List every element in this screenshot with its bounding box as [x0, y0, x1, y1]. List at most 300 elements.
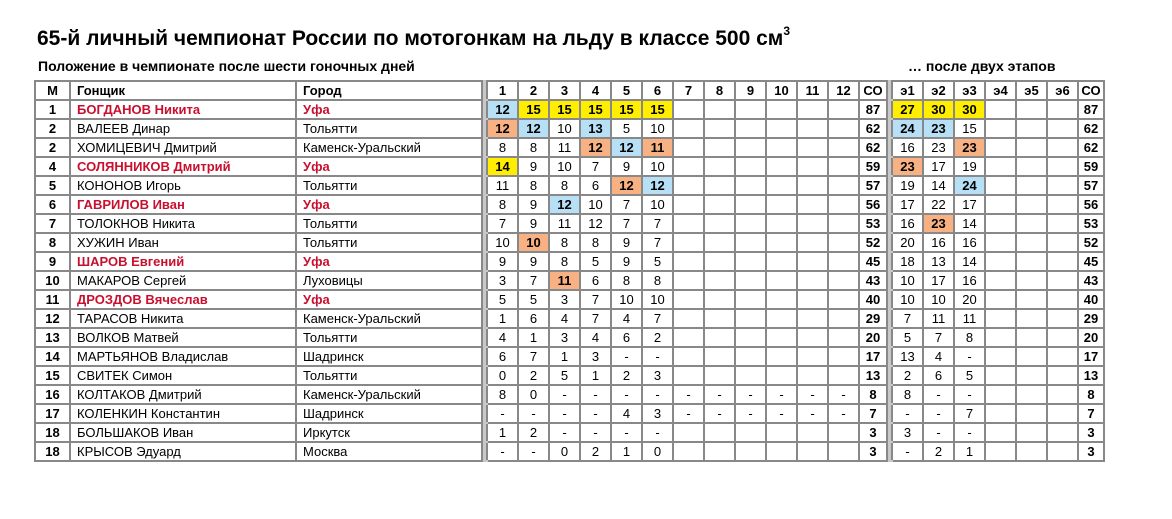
rider-name-cell: ШАРОВ Евгений [70, 252, 296, 271]
stage-score-cell: 15 [954, 119, 985, 138]
table-row [35, 347, 1104, 366]
header-day: 1 [487, 81, 518, 100]
day-score-cell [828, 328, 859, 347]
day-score-cell [766, 328, 797, 347]
position-cell: 6 [35, 195, 70, 214]
days-total-cell: 52 [859, 233, 887, 252]
day-score-cell: 13 [580, 119, 611, 138]
day-score-cell [673, 347, 704, 366]
day-score-cell: 9 [487, 252, 518, 271]
stages-total-cell: 87 [1078, 100, 1104, 119]
day-score-cell: 5 [580, 252, 611, 271]
table-row [35, 119, 1104, 138]
title-text: 65-й личный чемпионат России по мотогонкам на льду в классе 500 см [37, 27, 784, 50]
day-score-cell: 8 [487, 195, 518, 214]
day-score-cell: 3 [549, 328, 580, 347]
day-score-cell: 10 [642, 119, 673, 138]
rider-city-cell: Каменск-Уральский [296, 385, 482, 404]
day-score-cell: - [611, 385, 642, 404]
day-score-cell: 8 [611, 271, 642, 290]
day-score-cell [704, 328, 735, 347]
stage-score-cell [1047, 385, 1078, 404]
rider-name-cell: КРЫСОВ Эдуард [70, 442, 296, 461]
header-day: 9 [735, 81, 766, 100]
stage-score-cell: 11 [954, 309, 985, 328]
stage-score-cell: 10 [892, 271, 923, 290]
position-cell: 11 [35, 290, 70, 309]
day-score-cell: 7 [642, 309, 673, 328]
position-cell: 18 [35, 442, 70, 461]
stage-score-cell: 16 [954, 271, 985, 290]
day-score-cell: 0 [518, 385, 549, 404]
day-score-cell [797, 195, 828, 214]
stages-total-cell: 20 [1078, 328, 1104, 347]
rider-city-cell: Шадринск [296, 404, 482, 423]
day-score-cell [735, 157, 766, 176]
days-total-cell: 56 [859, 195, 887, 214]
day-score-cell [766, 100, 797, 119]
table-row [35, 176, 1104, 195]
day-score-cell [704, 290, 735, 309]
day-score-cell: - [735, 385, 766, 404]
stage-score-cell: 6 [923, 366, 954, 385]
stage-score-cell: 22 [923, 195, 954, 214]
stage-score-cell [1047, 423, 1078, 442]
stage-score-cell: 24 [892, 119, 923, 138]
day-score-cell: 10 [549, 157, 580, 176]
rider-city-cell: Уфа [296, 195, 482, 214]
stage-score-cell [985, 290, 1016, 309]
stage-score-cell [1047, 252, 1078, 271]
stage-score-cell: 16 [954, 233, 985, 252]
day-score-cell [797, 366, 828, 385]
days-total-cell: 62 [859, 138, 887, 157]
position-cell: 10 [35, 271, 70, 290]
stage-score-cell [1016, 404, 1047, 423]
stage-score-cell [1047, 442, 1078, 461]
day-score-cell: 9 [518, 214, 549, 233]
header-stage: э6 [1047, 81, 1078, 100]
header-day: 12 [828, 81, 859, 100]
day-score-cell: 11 [549, 271, 580, 290]
day-score-cell: - [580, 404, 611, 423]
stage-score-cell [985, 442, 1016, 461]
rider-city-cell: Тольятти [296, 176, 482, 195]
stage-score-cell: - [892, 404, 923, 423]
stage-score-cell: - [954, 347, 985, 366]
stage-score-cell: 27 [892, 100, 923, 119]
stage-score-cell: - [923, 423, 954, 442]
day-score-cell [766, 252, 797, 271]
day-score-cell [797, 328, 828, 347]
stage-score-cell [1047, 309, 1078, 328]
rider-name-cell: ХОМИЦЕВИЧ Дмитрий [70, 138, 296, 157]
table-row [35, 271, 1104, 290]
day-score-cell [673, 195, 704, 214]
stage-score-cell: 14 [954, 252, 985, 271]
day-score-cell [766, 309, 797, 328]
header-row [35, 81, 1104, 100]
day-score-cell: 6 [611, 328, 642, 347]
day-score-cell: - [518, 404, 549, 423]
day-score-cell: 8 [580, 233, 611, 252]
day-score-cell: 7 [580, 309, 611, 328]
stage-score-cell: 3 [892, 423, 923, 442]
stage-score-cell: 14 [954, 214, 985, 233]
rider-city-cell: Иркутск [296, 423, 482, 442]
day-score-cell: 5 [518, 290, 549, 309]
stage-score-cell: 20 [954, 290, 985, 309]
rider-name-cell: ХУЖИН Иван [70, 233, 296, 252]
stage-score-cell [1016, 366, 1047, 385]
days-total-cell: 87 [859, 100, 887, 119]
rider-city-cell: Каменск-Уральский [296, 309, 482, 328]
day-score-cell: 1 [487, 309, 518, 328]
rider-city-cell: Уфа [296, 100, 482, 119]
day-score-cell: 6 [580, 271, 611, 290]
stage-score-cell: 8 [954, 328, 985, 347]
days-total-cell: 45 [859, 252, 887, 271]
day-score-cell: 7 [611, 214, 642, 233]
rider-city-cell: Уфа [296, 290, 482, 309]
day-score-cell: 8 [487, 385, 518, 404]
rider-name-cell: КОЛЕНКИН Константин [70, 404, 296, 423]
day-score-cell [828, 214, 859, 233]
day-score-cell: - [766, 404, 797, 423]
day-score-cell: 12 [580, 138, 611, 157]
stage-score-cell: 1 [954, 442, 985, 461]
stages-total-cell: 3 [1078, 442, 1104, 461]
day-score-cell: 12 [549, 195, 580, 214]
stage-score-cell: 10 [892, 290, 923, 309]
day-score-cell [797, 309, 828, 328]
table-row [35, 309, 1104, 328]
day-score-cell [797, 252, 828, 271]
stage-score-cell [985, 347, 1016, 366]
header-day: 2 [518, 81, 549, 100]
day-score-cell [704, 100, 735, 119]
day-score-cell: 2 [611, 366, 642, 385]
day-score-cell: 8 [549, 233, 580, 252]
rider-name-cell: ТОЛОКНОВ Никита [70, 214, 296, 233]
day-score-cell: 3 [642, 404, 673, 423]
header-stage: э4 [985, 81, 1016, 100]
stage-score-cell [985, 404, 1016, 423]
day-score-cell [828, 119, 859, 138]
day-score-cell [735, 195, 766, 214]
day-score-cell: - [704, 404, 735, 423]
stage-score-cell: 23 [923, 119, 954, 138]
day-score-cell: 11 [549, 138, 580, 157]
day-score-cell [797, 214, 828, 233]
rider-name-cell: МАРТЬЯНОВ Владислав [70, 347, 296, 366]
standings-body [35, 100, 1104, 461]
day-score-cell [828, 157, 859, 176]
day-score-cell: 6 [580, 176, 611, 195]
rider-name-cell: ДРОЗДОВ Вячеслав [70, 290, 296, 309]
stage-score-cell [985, 176, 1016, 195]
days-total-cell: 8 [859, 385, 887, 404]
stage-score-cell [985, 328, 1016, 347]
stage-score-cell: - [892, 442, 923, 461]
days-total-cell: 3 [859, 442, 887, 461]
stage-score-cell [985, 195, 1016, 214]
header-stage: э5 [1016, 81, 1047, 100]
stages-total-cell: 29 [1078, 309, 1104, 328]
stage-score-cell: 23 [892, 157, 923, 176]
days-total-cell: 57 [859, 176, 887, 195]
day-score-cell: 10 [611, 290, 642, 309]
day-score-cell [828, 100, 859, 119]
day-score-cell: 7 [642, 233, 673, 252]
stage-score-cell [1047, 138, 1078, 157]
rider-name-cell: КОЛТАКОВ Дмитрий [70, 385, 296, 404]
day-score-cell: - [611, 423, 642, 442]
stage-score-cell [985, 157, 1016, 176]
stages-total-cell: 7 [1078, 404, 1104, 423]
day-score-cell: - [642, 385, 673, 404]
day-score-cell: - [735, 404, 766, 423]
day-score-cell: 0 [549, 442, 580, 461]
day-score-cell [673, 271, 704, 290]
day-score-cell: 1 [487, 423, 518, 442]
day-score-cell: 15 [518, 100, 549, 119]
day-score-cell [766, 214, 797, 233]
day-score-cell [673, 252, 704, 271]
stage-score-cell: 13 [892, 347, 923, 366]
day-score-cell [735, 138, 766, 157]
position-cell: 7 [35, 214, 70, 233]
day-score-cell: 5 [642, 252, 673, 271]
day-score-cell: 5 [487, 290, 518, 309]
day-score-cell [797, 271, 828, 290]
rider-city-cell: Тольятти [296, 119, 482, 138]
day-score-cell [828, 347, 859, 366]
stage-score-cell [1047, 119, 1078, 138]
day-score-cell [766, 290, 797, 309]
page-title [37, 24, 790, 51]
day-score-cell [673, 423, 704, 442]
stages-total-cell: 52 [1078, 233, 1104, 252]
stages-total-cell: 62 [1078, 119, 1104, 138]
day-score-cell: 9 [518, 195, 549, 214]
stage-score-cell: 24 [954, 176, 985, 195]
rider-name-cell: ВОЛКОВ Матвей [70, 328, 296, 347]
stage-score-cell [1047, 347, 1078, 366]
stage-score-cell: - [923, 385, 954, 404]
stages-total-cell: 3 [1078, 423, 1104, 442]
table-row [35, 233, 1104, 252]
position-cell: 2 [35, 119, 70, 138]
day-score-cell [766, 271, 797, 290]
day-score-cell [766, 233, 797, 252]
rider-city-cell: Москва [296, 442, 482, 461]
day-score-cell: - [766, 385, 797, 404]
day-score-cell: 10 [518, 233, 549, 252]
subtitle-left: Положение в чемпионате после шести гоночных дней [38, 58, 415, 74]
stage-score-cell [1047, 366, 1078, 385]
rider-city-cell: Каменск-Уральский [296, 138, 482, 157]
table-row [35, 214, 1104, 233]
day-score-cell: 7 [580, 290, 611, 309]
header-day: 4 [580, 81, 611, 100]
day-score-cell [704, 138, 735, 157]
rider-name-cell: СВИТЕК Симон [70, 366, 296, 385]
stages-total-cell: 59 [1078, 157, 1104, 176]
stage-score-cell: 11 [923, 309, 954, 328]
day-score-cell: 10 [642, 290, 673, 309]
day-score-cell [735, 100, 766, 119]
table-row [35, 404, 1104, 423]
stage-score-cell: 2 [923, 442, 954, 461]
day-score-cell: 7 [611, 195, 642, 214]
day-score-cell [735, 176, 766, 195]
day-score-cell [797, 442, 828, 461]
day-score-cell: 11 [642, 138, 673, 157]
day-score-cell: 4 [611, 404, 642, 423]
table-row [35, 100, 1104, 119]
stage-score-cell [985, 119, 1016, 138]
day-score-cell [797, 119, 828, 138]
stage-score-cell [1016, 271, 1047, 290]
stage-score-cell [1016, 176, 1047, 195]
header-day: 3 [549, 81, 580, 100]
stage-score-cell [1016, 442, 1047, 461]
day-score-cell [704, 233, 735, 252]
day-score-cell [828, 252, 859, 271]
stages-total-cell: 45 [1078, 252, 1104, 271]
day-score-cell [828, 423, 859, 442]
header-stage: э1 [892, 81, 923, 100]
day-score-cell [673, 176, 704, 195]
rider-city-cell: Тольятти [296, 233, 482, 252]
stage-score-cell: 23 [923, 214, 954, 233]
rider-city-cell: Тольятти [296, 214, 482, 233]
stage-score-cell: 17 [923, 157, 954, 176]
position-cell: 9 [35, 252, 70, 271]
day-score-cell [673, 328, 704, 347]
rider-name-cell: КОНОНОВ Игорь [70, 176, 296, 195]
day-score-cell [766, 119, 797, 138]
day-score-cell: - [704, 385, 735, 404]
rider-city-cell: Уфа [296, 157, 482, 176]
stage-score-cell [1047, 328, 1078, 347]
stage-score-cell: 2 [892, 366, 923, 385]
day-score-cell: 7 [642, 214, 673, 233]
day-score-cell [735, 252, 766, 271]
day-score-cell: - [611, 347, 642, 366]
stage-score-cell [985, 271, 1016, 290]
stage-score-cell [1047, 214, 1078, 233]
day-score-cell: 8 [487, 138, 518, 157]
stage-score-cell: 16 [923, 233, 954, 252]
day-score-cell [673, 157, 704, 176]
day-score-cell [797, 100, 828, 119]
stage-score-cell [985, 233, 1016, 252]
days-total-cell: 13 [859, 366, 887, 385]
day-score-cell [766, 195, 797, 214]
day-score-cell: 1 [549, 347, 580, 366]
day-score-cell [735, 347, 766, 366]
stage-score-cell [1016, 233, 1047, 252]
day-score-cell [828, 271, 859, 290]
day-score-cell [704, 195, 735, 214]
day-score-cell: 9 [518, 252, 549, 271]
stages-total-cell: 8 [1078, 385, 1104, 404]
stage-score-cell: 30 [954, 100, 985, 119]
position-cell: 8 [35, 233, 70, 252]
day-score-cell: 8 [549, 176, 580, 195]
day-score-cell: 10 [580, 195, 611, 214]
day-score-cell: 7 [580, 157, 611, 176]
stage-score-cell [1016, 138, 1047, 157]
stage-score-cell [1047, 157, 1078, 176]
day-score-cell: 9 [518, 157, 549, 176]
day-score-cell: 0 [487, 366, 518, 385]
day-score-cell [673, 214, 704, 233]
day-score-cell [735, 442, 766, 461]
days-total-cell: 7 [859, 404, 887, 423]
day-score-cell: 1 [580, 366, 611, 385]
stages-total-cell: 62 [1078, 138, 1104, 157]
stage-score-cell [985, 309, 1016, 328]
stage-score-cell: 17 [923, 271, 954, 290]
day-score-cell [673, 366, 704, 385]
position-cell: 15 [35, 366, 70, 385]
day-score-cell: 9 [611, 252, 642, 271]
day-score-cell: - [673, 385, 704, 404]
day-score-cell: 9 [611, 157, 642, 176]
header-day: 6 [642, 81, 673, 100]
day-score-cell: 5 [549, 366, 580, 385]
day-score-cell: 9 [611, 233, 642, 252]
day-score-cell [766, 138, 797, 157]
table-row [35, 442, 1104, 461]
header-city: Город [296, 81, 482, 100]
day-score-cell [673, 442, 704, 461]
stage-score-cell: 8 [892, 385, 923, 404]
day-score-cell [766, 442, 797, 461]
position-cell: 18 [35, 423, 70, 442]
day-score-cell: 4 [611, 309, 642, 328]
day-score-cell: 4 [487, 328, 518, 347]
stage-score-cell [985, 366, 1016, 385]
stages-total-cell: 17 [1078, 347, 1104, 366]
rider-name-cell: СОЛЯННИКОВ Дмитрий [70, 157, 296, 176]
header-total-stages: СО [1078, 81, 1104, 100]
day-score-cell: 4 [580, 328, 611, 347]
day-score-cell [704, 347, 735, 366]
day-score-cell [828, 366, 859, 385]
day-score-cell: - [797, 385, 828, 404]
days-total-cell: 43 [859, 271, 887, 290]
day-score-cell: 2 [518, 423, 549, 442]
day-score-cell: 2 [642, 328, 673, 347]
stage-score-cell [1047, 100, 1078, 119]
day-score-cell: - [673, 404, 704, 423]
position-cell: 12 [35, 309, 70, 328]
header-day: 8 [704, 81, 735, 100]
day-score-cell: - [549, 385, 580, 404]
day-score-cell: - [642, 423, 673, 442]
day-score-cell: 5 [611, 119, 642, 138]
stage-score-cell [1016, 214, 1047, 233]
stage-score-cell: 18 [892, 252, 923, 271]
day-score-cell: 15 [611, 100, 642, 119]
table-row [35, 385, 1104, 404]
stage-score-cell: 20 [892, 233, 923, 252]
day-score-cell [766, 423, 797, 442]
